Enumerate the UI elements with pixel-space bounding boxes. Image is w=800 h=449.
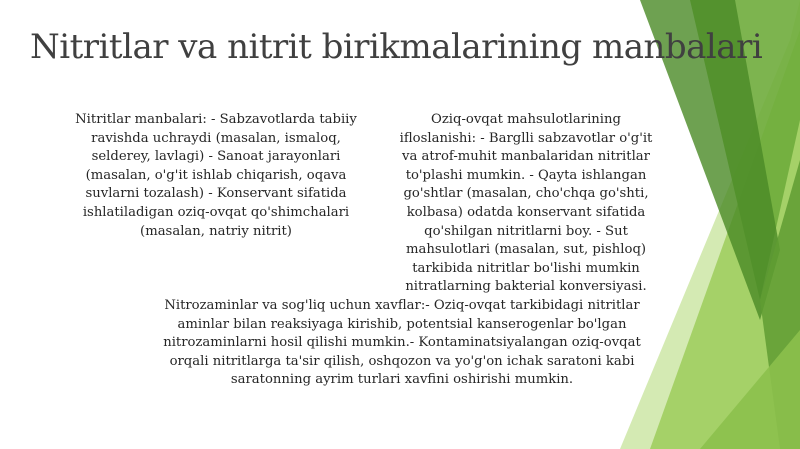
slide-title: Nitritlar va nitrit birikmalarining manbalari xyxy=(30,27,763,67)
contamination-text: Oziq-ovqat mahsulotlarining ifloslanishi: - Barglli sabzavotlar o'g'it va atrof-muhit manbalaridan nitritlar to'plashi mumkin. - Qayta ishlangan go'shtlar (masalan, cho'chqa go'shti, kolbasa) odatda konservant sifatida qo'shilgan nitritlarni boy. - Sut mahsulotlari (masalan, sut, pishloq) tarkibida nitritlar bo'lishi mumkin nitratlarning bakterial konversiyasi. xyxy=(399,112,653,295)
sources-text: Nitritlar manbalari: - Sabzavotlarda tabiiy ravishda uchraydi (masalan, ismaloq, selderey, lavlagi) - Sanoat jarayonlari (masalan, o'g'it ishlab chiqarish, oqava suvlarni tozalash) - Konservant sifatida ishlatiladigan oziq-ovqat qo'shimchalari (masalan, natriy nitrit) xyxy=(75,112,357,239)
health-risks-text: Nitrozaminlar va sog'liq uchun xavflar:- Oziq-ovqat tarkibidagi nitritlar aminlar bilan reaksiyaga kirishib, potentsial kanserogenlar bo'lgan nitrozaminlarni hosil qilishi mumkin.- Kontaminatsiyalangan oziq-ovqat orqali nitritlarga ta'sir qilish, oshqozon va yo'g'on ichak saratoni kabi saratonning ayrim turlari xavfini oshirishi mumkin. xyxy=(163,298,641,388)
